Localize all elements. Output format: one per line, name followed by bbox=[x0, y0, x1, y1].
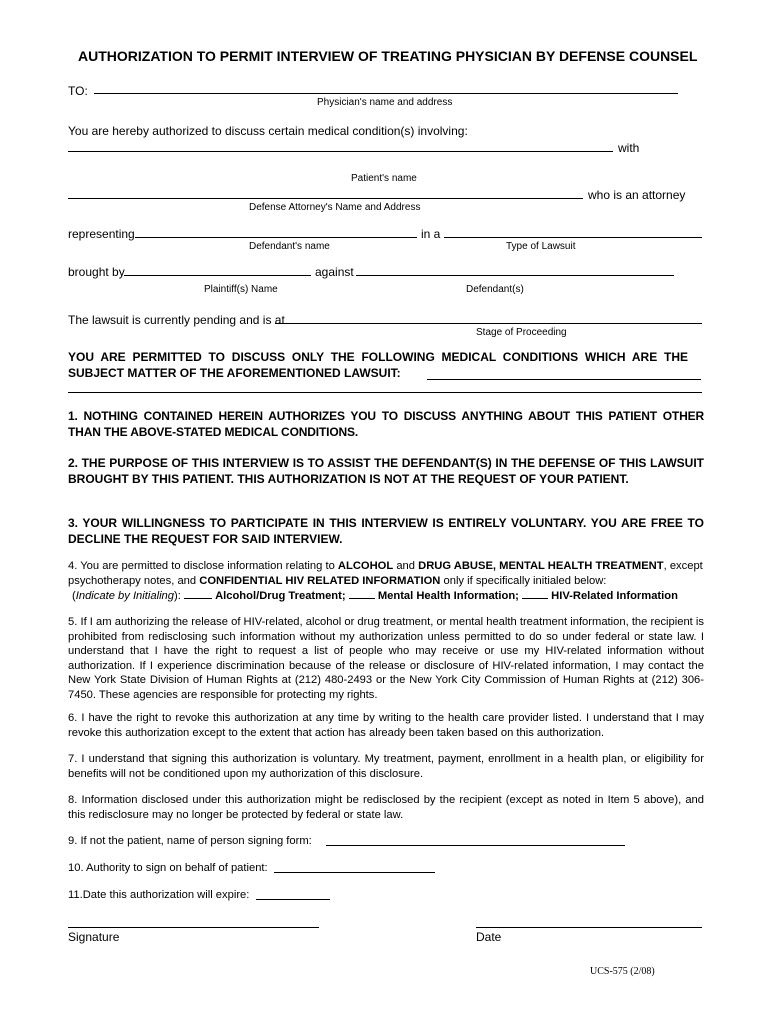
plaintiff-field[interactable] bbox=[124, 275, 311, 276]
item-7: 7. I understand that signing this authorization is voluntary. My treatment, payment, enrollment in a health plan, or eligibility for benefits will not be conditioned upon my authorization of this disclosure. bbox=[68, 753, 704, 780]
permitted-heading: YOU ARE PERMITTED TO DISCUSS ONLY THE FOLLOWING MEDICAL CONDITIONS WHICH ARE THE SUBJECT MATTER OF THE AFOREMENTIONED LAWSUIT: bbox=[68, 350, 688, 380]
defendant-caption: Defendant's name bbox=[249, 241, 330, 252]
authority-field[interactable] bbox=[274, 872, 435, 873]
lawsuit-type-field[interactable] bbox=[444, 237, 702, 238]
signature-field[interactable] bbox=[68, 927, 319, 928]
attorney-suffix: who is an attorney bbox=[588, 188, 686, 202]
defendant-field[interactable] bbox=[135, 237, 417, 238]
mental-health-initial-field[interactable] bbox=[349, 588, 375, 599]
item-1: 1. NOTHING CONTAINED HEREIN AUTHORIZES YOU TO DISCUSS ANYTHING ABOUT THIS PATIENT OTHER THAN THE ABOVE-STATED MEDICAL CONDITIONS. bbox=[68, 409, 704, 439]
representing-label: representing bbox=[68, 227, 135, 241]
in-a-label: in a bbox=[421, 227, 441, 241]
signer-name-field[interactable] bbox=[326, 845, 625, 846]
defendants-caption: Defendant(s) bbox=[466, 284, 524, 295]
physician-caption: Physician's name and address bbox=[317, 97, 453, 108]
item-10-label: 10. Authority to sign on behalf of patient: bbox=[68, 862, 268, 874]
to-label: TO: bbox=[68, 84, 88, 98]
patient-caption: Patient's name bbox=[351, 173, 417, 184]
plaintiff-caption: Plaintiff(s) Name bbox=[204, 284, 278, 295]
form-number: UCS-575 (2/08) bbox=[590, 966, 655, 977]
attorney-field[interactable] bbox=[68, 198, 583, 199]
item-4 bbox=[68, 559, 704, 588]
item-5: 5. If I am authorizing the release of HIV-related, alcohol or drug treatment, or mental health treatment information, the recipient is prohibited from redisclosing such information without my authorization unless permitted to do so under federal or state law. I understand that I have the right to request a list of people who may receive or use my HIV-related information without authorization. If I experience discrimination because of the release or disclosure of HIV-related information, I may contact the New York State Division of Human Rights at (212) 480-2493 or the New York City Commission of Human Rights at (212) 306-7450. These agencies are responsible for protecting my rights. bbox=[68, 616, 704, 701]
item-11-label: 11.Date this authorization will expire: bbox=[68, 889, 250, 901]
opt-alcohol-drug: Alcohol/Drug Treatment; bbox=[215, 590, 346, 602]
item-4-text-g: only if specifically initialed below: bbox=[440, 574, 607, 587]
opt-mental-health: Mental Health Information; bbox=[377, 590, 519, 602]
item-4-drug: DRUG ABUSE, MENTAL HEALTH TREATMENT bbox=[418, 560, 664, 572]
item-4-paren-close: ): bbox=[174, 590, 181, 602]
conditions-field-1[interactable] bbox=[427, 379, 701, 380]
item-9-label: 9. If not the patient, name of person signing form: bbox=[68, 835, 312, 847]
date-field[interactable] bbox=[476, 927, 702, 928]
against-label: against bbox=[315, 265, 354, 279]
item-8: 8. Information disclosed under this authorization might be redisclosed by the recipient (except as noted in Item 5 above), and this redisclosure may no longer be protected by federal or state law. bbox=[68, 794, 704, 821]
date-label: Date bbox=[476, 930, 502, 944]
physician-field[interactable] bbox=[94, 93, 678, 94]
conditions-field-2[interactable] bbox=[68, 392, 702, 393]
authorized-text: You are hereby authorized to discuss certain medical condition(s) involving: bbox=[68, 124, 468, 138]
stage-field[interactable] bbox=[275, 323, 702, 324]
item-4-hiv: CONFIDENTIAL HIV RELATED INFORMATION bbox=[199, 574, 441, 587]
item-3: 3. YOUR WILLINGNESS TO PARTICIPATE IN THIS INTERVIEW IS ENTIRELY VOLUNTARY. YOU ARE FREE TO DECLINE THE REQUEST FOR SAID INTERVIEW. bbox=[68, 516, 704, 546]
page-title: AUTHORIZATION TO PERMIT INTERVIEW OF TREATING PHYSICIAN BY DEFENSE COUNSEL bbox=[78, 48, 698, 64]
opt-hiv: HIV-Related Information bbox=[551, 590, 678, 602]
lawsuit-type-caption: Type of Lawsuit bbox=[506, 241, 576, 252]
item-6: 6. I have the right to revoke this authorization at any time by writing to the health care provider listed. I understand that I may revoke this authorization except to the extent that action has already been taken based on this authorization. bbox=[68, 712, 704, 739]
alcohol-initial-field[interactable] bbox=[184, 588, 212, 599]
item-4-options bbox=[72, 588, 678, 604]
expiry-date-field[interactable] bbox=[256, 899, 330, 900]
item-4-text-e: , except psychotherapy notes, and bbox=[68, 560, 703, 587]
item-4-paren-open: ( bbox=[72, 590, 76, 602]
signature-label: Signature bbox=[68, 930, 120, 944]
attorney-caption: Defense Attorney's Name and Address bbox=[249, 202, 421, 213]
item-2: 2. THE PURPOSE OF THIS INTERVIEW IS TO ASSIST THE DEFENDANT(S) IN THE DEFENSE OF THIS LAWSUIT BROUGHT BY THIS PATIENT. THIS AUTHORIZATION IS NOT AT THE REQUEST OF YOUR PATIENT. bbox=[68, 456, 704, 486]
with-label: with bbox=[618, 141, 640, 155]
pending-label: The lawsuit is currently pending and is at bbox=[68, 313, 285, 327]
item-4-text-c: and bbox=[393, 560, 419, 572]
hiv-initial-field[interactable] bbox=[522, 588, 548, 599]
indicate-label: Indicate by Initialing bbox=[75, 590, 174, 602]
item-4-alcohol: ALCOHOL bbox=[337, 560, 394, 572]
stage-caption: Stage of Proceeding bbox=[476, 327, 567, 338]
patient-field[interactable] bbox=[68, 151, 613, 152]
item-4-text-a: 4. You are permitted to disclose information relating to bbox=[68, 560, 338, 572]
brought-by-label: brought by bbox=[68, 265, 125, 279]
defendants-field[interactable] bbox=[356, 275, 674, 276]
